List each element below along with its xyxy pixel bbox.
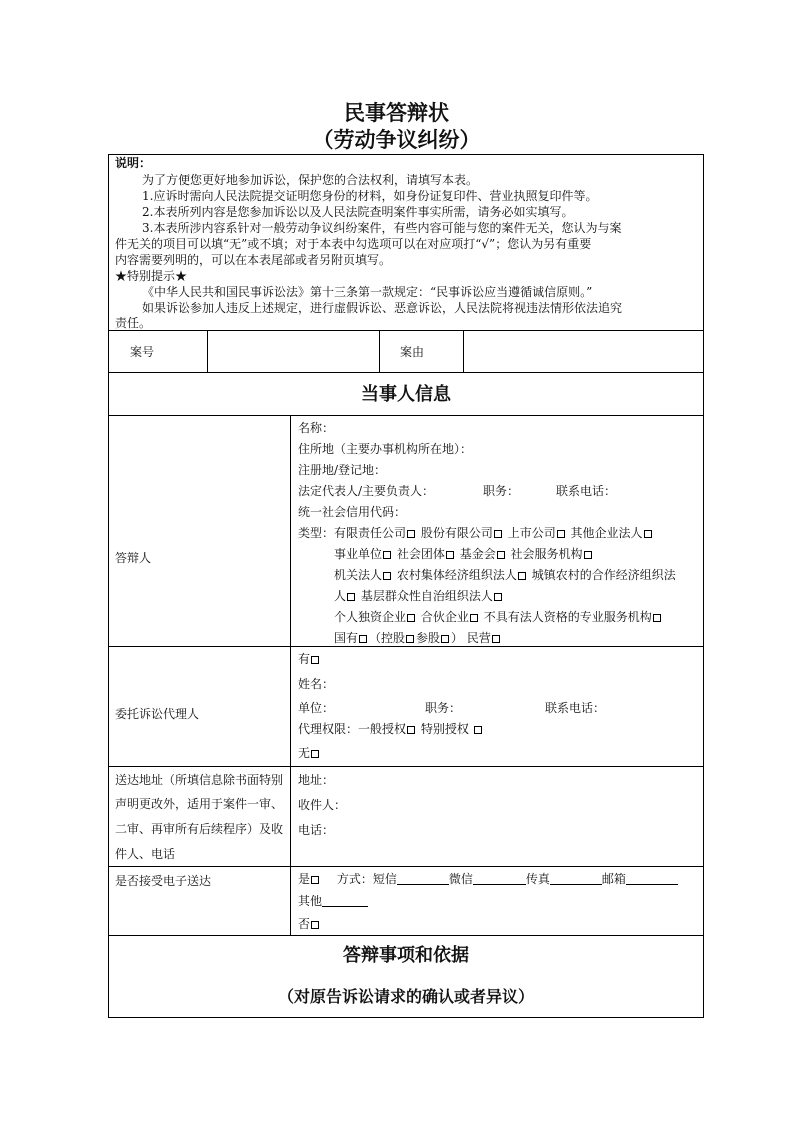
special-notice-line-1: 《中华人民共和国民事诉讼法》第十三条第一款规定：“民事诉讼应当遵循诚信原则。” [142, 285, 593, 299]
notes-item-1: 1.应诉时需向人民法院提交证明您身份的材料，如身份证复印件、营业执照复印件等。 [142, 189, 598, 203]
notes-item-3-line-1: 3.本表所涉内容系针对一般劳动争议纠纷案件，有些内容可能与您的案件无关，您认为与案 [142, 221, 622, 235]
special-notice-line-3: 责任。 [115, 316, 152, 330]
agent-special-checkbox[interactable] [474, 726, 482, 734]
agent-no: 无 [298, 746, 311, 760]
respondent-label: 答辩人 [115, 551, 152, 565]
service-address: 地址： [298, 773, 335, 787]
type-state-close: ） [451, 631, 464, 645]
case-divider-2 [379, 330, 380, 372]
type-private-checkbox[interactable] [492, 635, 500, 643]
respondent-type-row-5 [334, 609, 663, 626]
service-phone: 电话： [298, 823, 335, 837]
notes-item-2: 2.本表所列内容是您参加诉讼以及人民法院查明案件事实所需，请务必如实填写。 [142, 205, 574, 219]
notes-intro: 为了方便您更好地参加诉讼，保护您的合法权利，请填写本表。 [142, 173, 479, 187]
notes-item-3-line-2: 件无关的项目可以填“无”或不填；对于本表中勾选项可以在对应项打“√”；您认为另有重要 [115, 237, 592, 251]
e-service-label: 是否接受电子送达 [115, 874, 212, 888]
type-grassroots: 基层群众性自治组织法人 [360, 589, 493, 603]
type-government-organ-checkbox[interactable] [383, 572, 391, 580]
e-service-other-field[interactable] [322, 894, 368, 907]
type-joint-stock: 股份有限公司 [420, 526, 493, 540]
agent-general-checkbox[interactable] [407, 726, 415, 734]
type-cooperative-checkbox[interactable] [347, 593, 355, 601]
type-partnership-checkbox[interactable] [470, 614, 478, 622]
divider-notes [108, 330, 704, 331]
respondent-type-row-1 [298, 525, 654, 542]
type-state-controlled-checkbox[interactable] [406, 635, 414, 643]
respondent-type-row-3 [334, 567, 676, 584]
type-state-controlled: （控股 [369, 631, 406, 645]
agent-authority-label: 代理权限： [298, 722, 359, 736]
type-social-service: 社会服务机构 [510, 547, 583, 561]
agent-yes-row [298, 651, 321, 668]
defense-subheading: （对原告诉讼请求的确认或者异议） [277, 987, 534, 1006]
case-divider-1 [207, 330, 208, 372]
case-number-field[interactable] [209, 332, 377, 370]
type-other-enterprise: 其他企业法人 [570, 526, 643, 540]
document-title: 民事答辩状 [344, 100, 449, 125]
agent-yes-checkbox[interactable] [311, 656, 319, 664]
type-sole-proprietorship: 个人独资企业 [334, 610, 407, 624]
type-cooperative-cont: 人 [334, 589, 347, 603]
service-label-line-2: 声明更改外，适用于案件一审、 [115, 797, 284, 811]
agent-position: 职务： [425, 701, 462, 715]
type-public-institution: 事业单位 [334, 547, 383, 561]
e-service-wechat: 微信 [448, 872, 473, 886]
type-rural-collective: 农村集体经济组织法人 [396, 568, 517, 582]
label-column-divider [290, 415, 291, 935]
e-service-sms: 短信 [372, 872, 397, 886]
respondent-name: 名称： [298, 421, 335, 435]
special-notice-heading: ★特别提示★ [115, 269, 188, 283]
type-state-shareholding: 参股 [416, 631, 441, 645]
type-social-group: 社会团体 [396, 547, 445, 561]
type-other-enterprise-checkbox[interactable] [644, 530, 652, 538]
type-foundation: 基金会 [459, 547, 496, 561]
agent-name: 姓名： [298, 677, 335, 691]
type-llc: 有限责任公司 [334, 526, 407, 540]
respondent-legal-rep: 法定代表人/主要负责人： [298, 484, 435, 498]
respondent-position: 职务： [483, 484, 520, 498]
type-government-organ: 机关法人 [334, 568, 383, 582]
special-notice-line-2: 如果诉讼参加人违反上述规定，进行虚假诉讼、恶意诉讼，人民法院将视违法情形依法追究 [142, 301, 623, 315]
case-divider-3 [463, 330, 464, 372]
e-service-no-checkbox[interactable] [311, 921, 319, 929]
type-label: 类型： [298, 526, 335, 540]
agent-general-authority: 一般授权 [358, 722, 407, 736]
agent-unit: 单位： [298, 701, 335, 715]
agent-phone: 联系电话： [545, 701, 606, 715]
agent-label: 委托诉讼代理人 [115, 707, 200, 721]
type-state-owned: 国有 [334, 631, 359, 645]
type-llc-checkbox[interactable] [407, 530, 415, 538]
type-social-group-checkbox[interactable] [446, 551, 454, 559]
service-label-line-4: 件人、电话 [115, 847, 176, 861]
divider-agent [108, 766, 704, 767]
agent-yes: 有 [298, 652, 311, 666]
e-service-wechat-field[interactable] [473, 872, 526, 885]
type-grassroots-checkbox[interactable] [494, 593, 502, 601]
divider-party-heading [108, 415, 704, 416]
type-rural-collective-checkbox[interactable] [518, 572, 526, 580]
e-service-yes: 是 [298, 872, 311, 886]
type-cooperative: 城镇农村的合作经济组织法 [531, 568, 676, 582]
notes-item-3-line-3: 内容需要列明的，可以在本表尾部或者另附页填写。 [115, 253, 392, 267]
case-cause-field[interactable] [465, 332, 702, 370]
type-professional-service-checkbox[interactable] [653, 614, 661, 622]
type-listed: 上市公司 [507, 526, 556, 540]
e-service-email: 邮箱 [601, 872, 626, 886]
type-listed-checkbox[interactable] [557, 530, 565, 538]
type-private: 民营 [466, 631, 491, 645]
defense-heading: 答辩事项和依据 [343, 945, 469, 966]
type-state-shareholding-checkbox[interactable] [441, 635, 449, 643]
e-service-yes-row [298, 871, 678, 888]
divider-service [108, 866, 704, 867]
service-label-line-1: 送达地址（所填信息除书面特别 [115, 773, 284, 787]
document-subtitle: （劳动争议纠纷） [312, 127, 481, 152]
notes-heading: 说明： [115, 156, 152, 170]
agent-authority-row [298, 721, 484, 738]
case-cause-label: 案由 [400, 345, 425, 359]
e-service-other: 其他 [298, 894, 323, 908]
e-service-fax: 传真 [525, 872, 550, 886]
case-number-label: 案号 [130, 345, 155, 359]
type-sole-proprietorship-checkbox[interactable] [407, 614, 415, 622]
e-service-method-label: 方式： [336, 872, 373, 886]
e-service-no: 否 [298, 917, 311, 931]
type-social-service-checkbox[interactable] [584, 551, 592, 559]
respondent-type-row-2 [334, 546, 594, 563]
respondent-credit-code: 统一社会信用代码： [298, 505, 407, 519]
respondent-phone: 联系电话： [556, 484, 617, 498]
agent-special-authority: 特别授权 [420, 722, 469, 736]
respondent-type-row-4 [334, 588, 504, 605]
e-service-no-row [298, 916, 321, 933]
respondent-address: 住所地（主要办事机构所在地）： [298, 442, 473, 456]
e-service-email-field[interactable] [626, 872, 678, 885]
e-service-sms-field[interactable] [397, 872, 449, 885]
divider-case [108, 372, 704, 373]
service-recipient: 收件人： [298, 798, 347, 812]
type-partnership: 合伙企业 [420, 610, 469, 624]
respondent-registered-address: 注册地/登记地： [298, 463, 387, 477]
party-info-heading: 当事人信息 [361, 384, 451, 405]
agent-no-checkbox[interactable] [311, 750, 319, 758]
type-state-owned-checkbox[interactable] [359, 635, 367, 643]
type-professional-service: 不具有法人资格的专业服务机构 [483, 610, 652, 624]
respondent-type-row-6 [334, 630, 502, 647]
e-service-fax-field[interactable] [550, 872, 602, 885]
type-public-institution-checkbox[interactable] [383, 551, 391, 559]
type-joint-stock-checkbox[interactable] [494, 530, 502, 538]
service-label-line-3: 二审、再审所有后续程序）及收 [115, 822, 284, 836]
type-foundation-checkbox[interactable] [497, 551, 505, 559]
agent-no-row [298, 745, 321, 762]
divider-e-service [108, 935, 704, 936]
e-service-yes-checkbox[interactable] [311, 876, 319, 884]
e-service-other-row [298, 893, 368, 910]
